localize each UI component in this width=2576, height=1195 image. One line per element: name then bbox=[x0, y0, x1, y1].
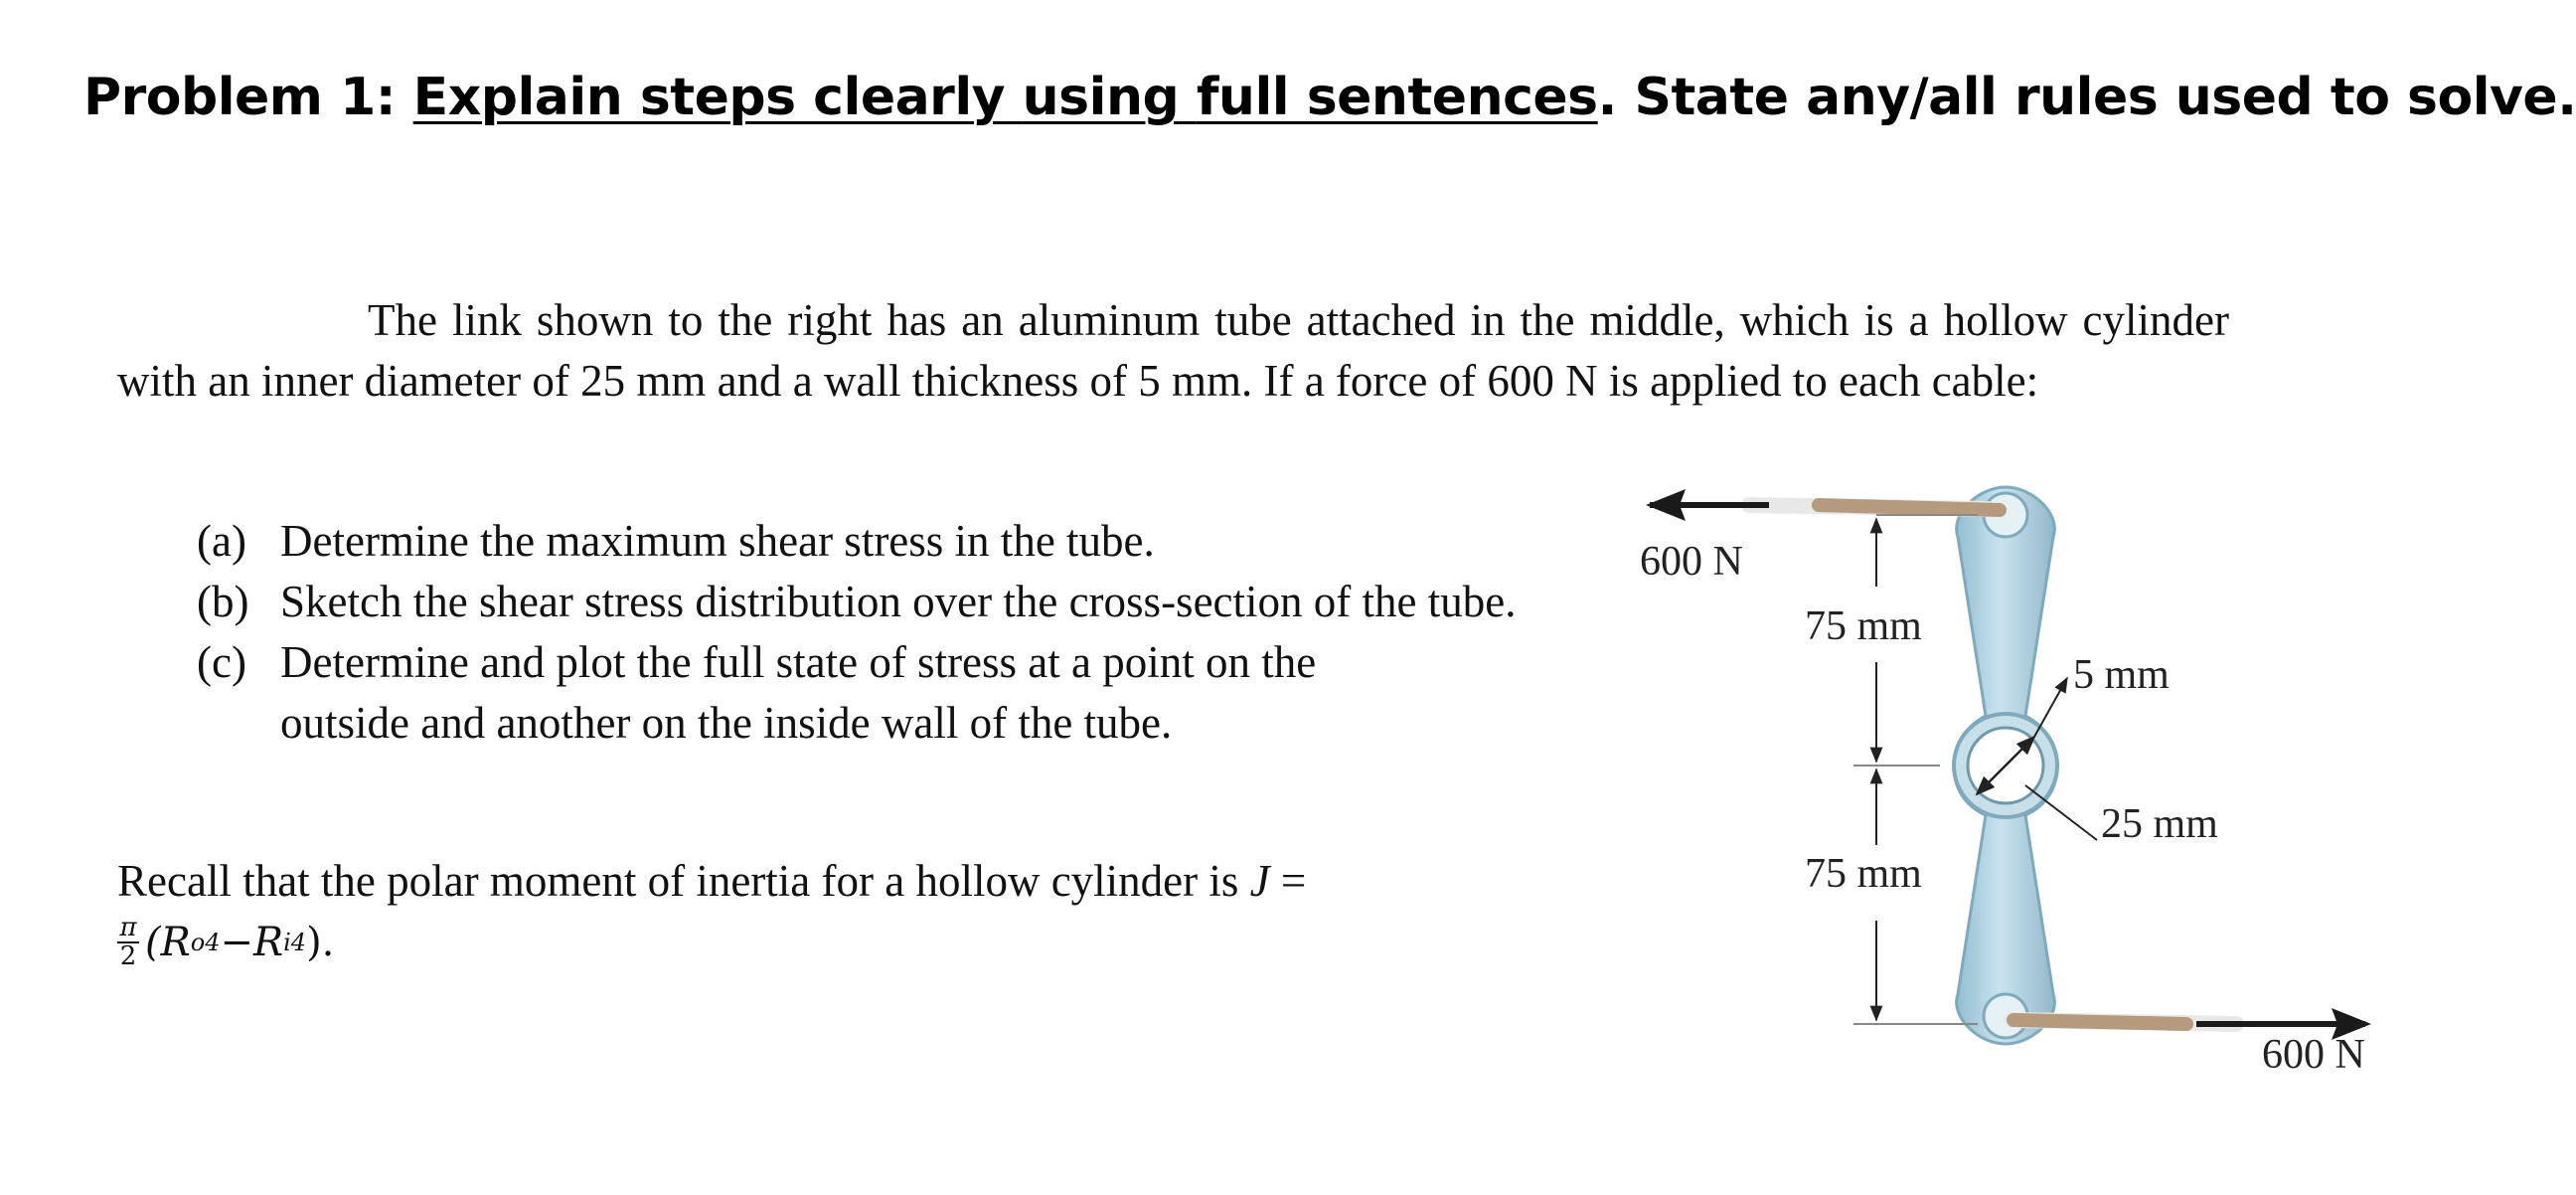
wall-thickness-label: 5 mm bbox=[2073, 652, 2170, 698]
r-outer-sub: o bbox=[190, 929, 206, 957]
r-inner: R bbox=[252, 920, 284, 966]
part-b bbox=[197, 572, 1588, 632]
formula-close: ). bbox=[306, 920, 335, 966]
fraction-numerator: π bbox=[119, 913, 137, 942]
equals-sign: = bbox=[1280, 856, 1307, 906]
title-underlined-a: Explain steps clearly bbox=[412, 68, 1006, 127]
part-label: (c) bbox=[197, 637, 246, 687]
r-inner-power: 4 bbox=[290, 929, 307, 957]
bottom-force-label: 600 N bbox=[2262, 1032, 2365, 1078]
part-label: (a) bbox=[197, 516, 246, 566]
problem-title bbox=[83, 68, 2576, 127]
part-a bbox=[197, 511, 1588, 572]
upper-dimension-label: 75 mm bbox=[1805, 603, 1922, 649]
r-inner-sub: i bbox=[283, 929, 291, 957]
r-outer: R bbox=[160, 920, 191, 966]
link-figure bbox=[1630, 467, 2385, 1104]
top-force-arrow-icon bbox=[1646, 489, 1686, 521]
title-prefix: Problem 1: bbox=[83, 68, 413, 127]
r-outer-power: 4 bbox=[205, 929, 221, 957]
j-symbol: J bbox=[1249, 856, 1270, 906]
top-force-label: 600 N bbox=[1640, 539, 1743, 585]
part-text: Sketch the shear stress distribution over the cross-section of the tube. bbox=[280, 577, 1517, 626]
part-text: Determine and plot the full state of stress at a point on the outside and another on the inside wall of the tube. bbox=[280, 637, 1317, 748]
recall-note bbox=[117, 851, 1306, 912]
pi-over-two bbox=[117, 915, 139, 971]
part-c bbox=[197, 632, 1588, 754]
formula-minus: − bbox=[220, 920, 253, 966]
recall-text: Recall that the polar moment of inertia for a hollow cylinder is bbox=[117, 856, 1239, 906]
part-text: Determine the maximum shear stress in the tube. bbox=[280, 516, 1155, 566]
part-label: (b) bbox=[197, 577, 249, 626]
polar-moment-formula bbox=[117, 915, 334, 971]
title-suffix: . State any/all rules used to solve. bbox=[1597, 68, 2576, 127]
question-parts bbox=[197, 511, 1588, 754]
fraction-denominator: 2 bbox=[119, 941, 137, 972]
problem-statement: The link shown to the right has an aluminum tube attached in the middle, which is a hollow cylinder with an inner diameter of 25 mm and a wall thickness of 5 mm. If a force of 600 N is applied to each cable: bbox=[117, 295, 2229, 406]
formula-open: ( bbox=[145, 920, 161, 966]
lower-dimension-label: 75 mm bbox=[1805, 851, 1922, 897]
link-diagram bbox=[1630, 467, 2385, 1104]
title-underlined-b: using bbox=[1022, 68, 1180, 127]
inner-diameter-label: 25 mm bbox=[2101, 801, 2218, 847]
top-cable bbox=[1646, 489, 2000, 521]
title-underlined-c: full sentences bbox=[1196, 68, 1598, 127]
